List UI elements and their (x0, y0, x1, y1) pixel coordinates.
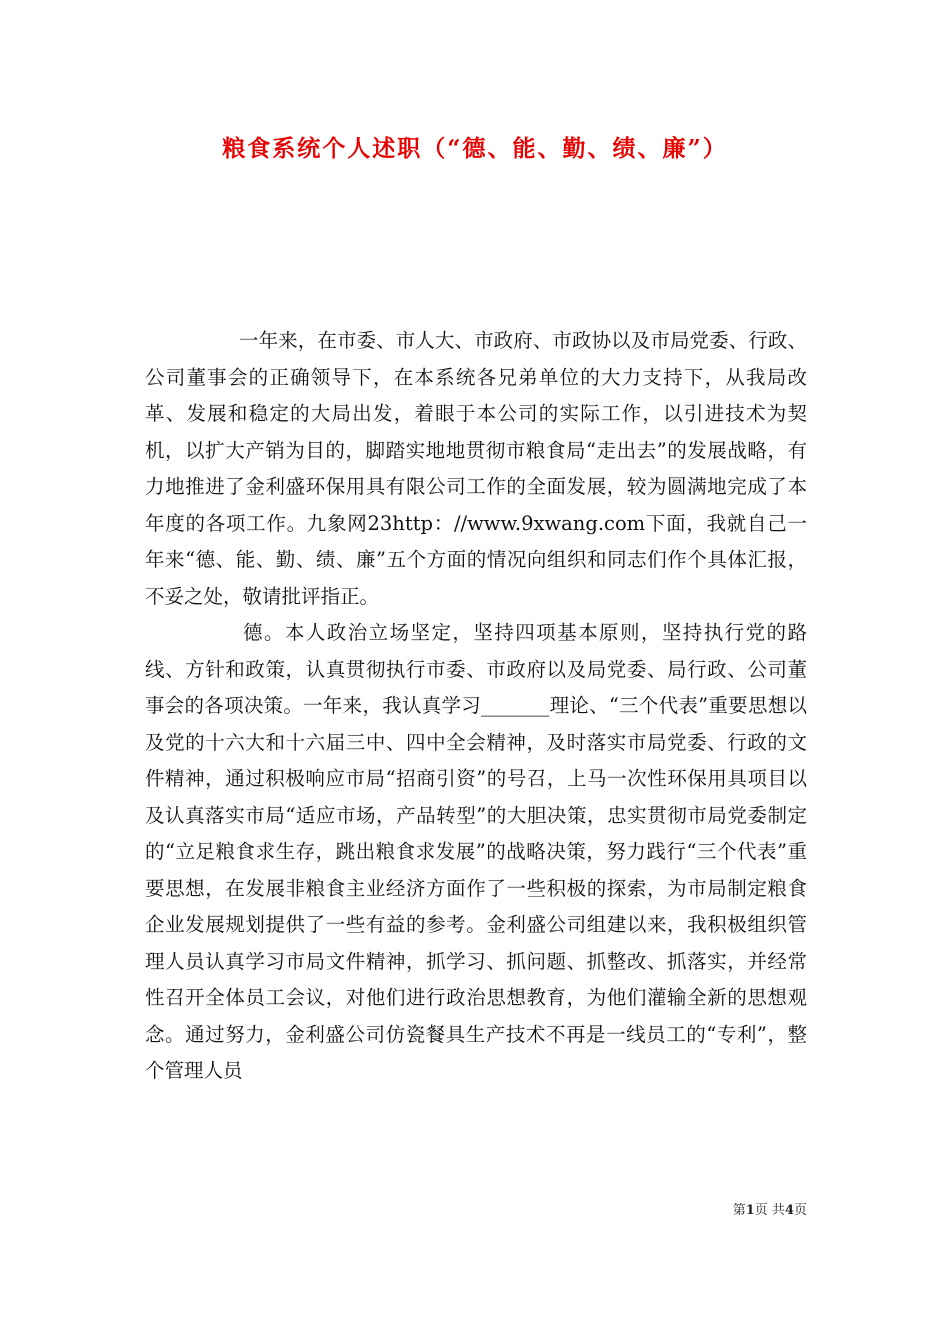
paragraph-intro: 一年来，在市委、市人大、市政府、市政协以及市局党委、行政、公司董事会的正确领导下，在本系统各兄弟单位的大力支持下，从我局改革、发展和稳定的大局出发，着眼于本公司的实际工作，以引进技术为契机，以扩大产销为目的，脚踏实地地贯彻市粮食局“走出去”的发展战略，有力地推进了金利盛环保用具有限公司工作的全面发展，较为圆满地完成了本年度的各项工作。九象网23http：//www.9xwang.com下面，我就自己一年来“德、能、勤、绩、廉”五个方面的情况向组织和同志们作个具体汇报，不妥之处，敬请批评指正。 (145, 329, 807, 608)
document-body (145, 323, 807, 1090)
document-title: 粮食系统个人述职（“德、能、勤、绩、廉”） (222, 135, 728, 162)
footer-middle: 页 共 (754, 1203, 785, 1218)
footer-total-pages: 4 (784, 1203, 794, 1218)
footer-current-page: 1 (745, 1203, 755, 1218)
footer-suffix: 页 (793, 1203, 807, 1218)
page-number-footer (733, 1203, 807, 1219)
footer-prefix: 第 (732, 1203, 746, 1218)
paragraph-virtue: 德。本人政治立场坚定，坚持四项基本原则，坚持执行党的路线、方针和政策，认真贯彻执行市委、市政府以及局党委、局行政、公司董事会的各项决策。一年来，我认真学习_______理论、“三个代表”重要思想以及党的十六大和十六届三中、四中全会精神，及时落实市局党委、行政的文件精神，通过积极响应市局“招商引资”的号召，上马一次性环保用具项目以及认真落实市局“适应市场，产品转型”的大胆决策，忠实贯彻市局党委制定的“立足粮食求生存，跳出粮食求发展”的战略决策，努力践行“三个代表”重要思想，在发展非粮食主业经济方面作了一些积极的探索，为市局制定粮食企业发展规划提供了一些有益的参考。金利盛公司组建以来，我积极组织管理人员认真学习市局文件精神，抓学习、抓问题、抓整改、抓落实，并经常性召开全体员工会议，对他们进行政治思想教育，为他们灌输全新的思想观念。通过努力，金利盛公司仿瓷餐具生产技术不再是一线员工的“专利”，整个管理人员 (145, 621, 807, 1082)
